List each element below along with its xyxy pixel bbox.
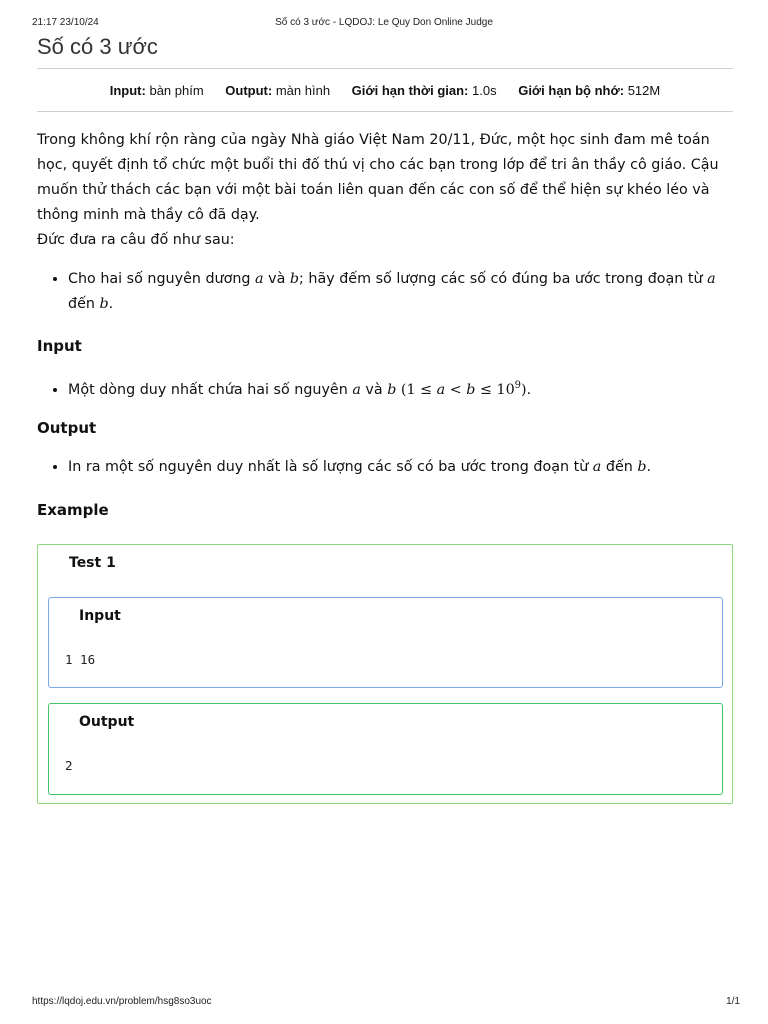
example-heading: Example <box>37 501 109 519</box>
statement-list <box>37 267 733 317</box>
limit-key: Giới hạn bộ nhớ: <box>518 83 625 98</box>
var-a: a <box>436 381 446 398</box>
list-item <box>68 373 733 403</box>
limit-memory <box>518 83 660 98</box>
output-section <box>37 416 733 480</box>
page-title: Số có 3 ước <box>37 34 158 59</box>
limit-value: 512M <box>627 83 661 98</box>
print-document-title: Số có 3 ước - LQDOJ: Le Quy Don Online Judge <box>275 17 493 28</box>
limit-time <box>352 83 497 98</box>
sample-output-label: Output <box>79 714 135 730</box>
var-a: a <box>352 381 361 398</box>
print-header <box>32 17 736 31</box>
var-b: b <box>637 459 647 475</box>
text: và <box>360 381 388 398</box>
sample-output-value[interactable]: 2 <box>65 758 73 773</box>
sample-input-box <box>48 597 723 688</box>
output-heading: Output <box>37 419 97 437</box>
limit-key: Input: <box>109 83 146 98</box>
text: ; hãy đếm số lượng các số có đúng ba ước trong đoạn từ <box>299 271 708 287</box>
text: In ra một số nguyên duy nhất là số lượng các số có ba ước trong đoạn từ <box>68 459 593 475</box>
text: Cho hai số nguyên dương <box>68 271 256 287</box>
output-list <box>37 455 733 480</box>
var-b: b <box>99 296 109 312</box>
statement-section <box>37 128 733 317</box>
sample-input-label: Input <box>79 608 121 624</box>
text: và <box>263 271 290 287</box>
var-b: b <box>387 381 397 398</box>
var-a: a <box>592 459 602 475</box>
page-number: 1/1 <box>726 996 740 1007</box>
limit-input <box>110 83 204 98</box>
list-item <box>68 267 733 317</box>
limit-value: bàn phím <box>149 83 204 98</box>
exponent: 9 <box>514 380 522 391</box>
input-list <box>37 373 733 403</box>
text: đến <box>68 296 100 312</box>
example-section <box>37 498 733 523</box>
text: . <box>646 459 652 475</box>
test-case-box <box>37 544 733 804</box>
statement-intro: Đức đưa ra câu đố như sau: <box>37 232 235 248</box>
statement-paragraph: Trong không khí rộn ràng của ngày Nhà giáo Việt Nam 20/11, Đức, một học sinh đam mê toán học, quyết định tổ chức một buổi thi đố thú vị cho các bạn trong lớp để tri ân thầy cô giáo. Cậu muốn thử thách các bạn với một bài toán liên quan đến các con số để thể hiện sự khéo léo và thông minh mà thầy cô đã dạy. <box>37 132 719 223</box>
limit-key: Output: <box>225 83 273 98</box>
limit-output <box>225 83 330 98</box>
input-section <box>37 334 733 403</box>
text: . <box>108 296 114 312</box>
var-b: b <box>466 381 476 398</box>
test-title: Test 1 <box>69 555 116 571</box>
text: Một dòng duy nhất chứa hai số nguyên <box>68 381 353 398</box>
limit-value: 1.0s <box>472 83 497 98</box>
constraint <box>401 382 531 398</box>
text: ). <box>521 381 532 398</box>
print-footer <box>32 996 740 1010</box>
print-datetime: 21:17 23/10/24 <box>32 17 99 28</box>
var-b: b <box>289 271 300 287</box>
sample-output-box <box>48 703 723 795</box>
page-url[interactable]: https://lqdoj.edu.vn/problem/hsg8so3uoc <box>32 996 212 1007</box>
list-item <box>68 455 733 480</box>
problem-limits <box>37 83 733 98</box>
text: ≤ 10 <box>475 381 515 398</box>
text: đến <box>601 459 638 475</box>
sample-input-value[interactable]: 1 16 <box>65 652 96 667</box>
text: (1 ≤ <box>400 381 437 398</box>
title-divider <box>37 68 733 69</box>
text: < <box>445 381 467 398</box>
var-a: a <box>255 271 264 287</box>
limit-value: màn hình <box>275 83 331 98</box>
limits-divider <box>37 111 733 112</box>
var-a: a <box>707 271 716 287</box>
limit-key: Giới hạn thời gian: <box>351 83 469 98</box>
input-heading: Input <box>37 337 82 355</box>
